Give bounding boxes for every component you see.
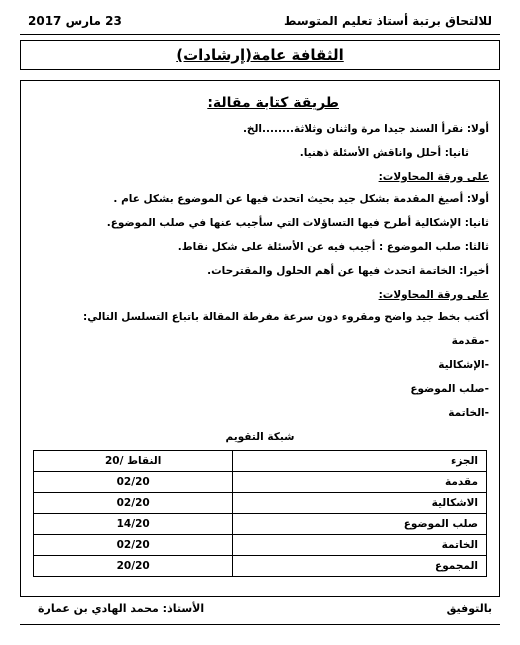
content-frame (20, 80, 500, 597)
grid-part-cell: الجزء (233, 451, 487, 472)
grid-part-cell: الخاتمة (233, 535, 487, 556)
grid-row (34, 556, 487, 577)
footer-divider (20, 624, 500, 625)
grid-part-cell: المجموع (233, 556, 487, 577)
list-item: -الخاتمة (448, 407, 489, 419)
grid-points-cell: النقاط /20 (34, 451, 233, 472)
text-line: أكتب بخط جيد واضح ومقروء دون سرعة مفرطة المقالة باتباع التسلسل التالي: (83, 311, 489, 323)
exam-date: 23 مارس 2017 (28, 14, 122, 28)
list-item: -الإشكالية (438, 359, 489, 371)
grid-part-cell: مقدمة (233, 472, 487, 493)
grid-row (34, 535, 487, 556)
grid-points-cell: 14/20 (34, 514, 233, 535)
subheading: على ورقة المحاولات: (378, 171, 489, 183)
grid-part-cell: الاشكالية (233, 493, 487, 514)
header-divider (20, 34, 500, 35)
grid-points-cell: 02/20 (34, 493, 233, 514)
text-line: أولا: أصيغ المقدمة بشكل جيد بحيث اتحدث فيها عن الموضوع بشكل عام . (113, 193, 489, 205)
teacher-name: الأستاذ: محمد الهادي بن عمارة (38, 602, 205, 615)
evaluation-grid (33, 450, 487, 577)
text-line: أخيرا: الخاتمة اتحدث فيها عن أهم الحلول والمقترحات. (207, 265, 489, 277)
good-luck-label: بالتوفيق (446, 602, 492, 615)
grid-row (34, 451, 487, 472)
grid-points-cell: 02/20 (34, 535, 233, 556)
text-line: أولا: نقرأ السند جيدا مرة واثنان وثلاثة........الخ. (242, 123, 489, 135)
grid-row (34, 493, 487, 514)
text-line: ثانيا: الإشكالية أطرح فيها التساؤلات التي سأجيب عنها في صلب الموضوع. (106, 217, 489, 229)
grid-row (34, 472, 487, 493)
list-item: -صلب الموضوع (410, 383, 489, 395)
grid-points-cell: 20/20 (34, 556, 233, 577)
grid-points-cell: 02/20 (34, 472, 233, 493)
subheading: على ورقة المحاولات: (378, 289, 489, 301)
grid-part-cell: صلب الموضوع (233, 514, 487, 535)
grid-title: شبكة التقويم (225, 431, 295, 443)
list-item: -مقدمة (451, 335, 489, 347)
grid-row (34, 514, 487, 535)
subject-title: الثقافة عامة(إرشادات) (20, 40, 500, 70)
footer (20, 600, 500, 624)
text-line: ثالثا: صلب الموضوع : أجيب فيه عن الأسئلة على شكل نقاط. (177, 241, 489, 253)
contest-label: للالتحاق برتبة أستاذ تعليم المتوسط (284, 14, 492, 28)
section-heading: طريقة كتابة مقالة: (207, 95, 339, 111)
header (20, 12, 500, 32)
text-line: ثانيا: أحلل واناقش الأسئلة ذهنيا. (299, 147, 469, 159)
